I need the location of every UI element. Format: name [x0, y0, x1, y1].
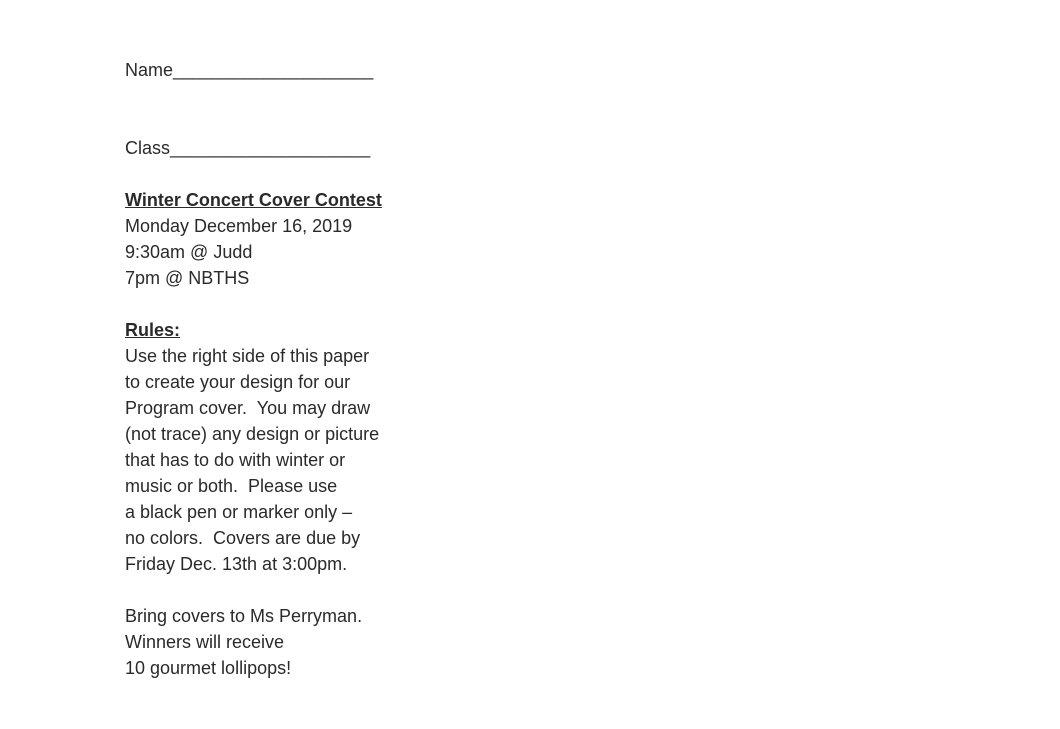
rules-line: Friday Dec. 13th at 3:00pm.: [125, 554, 348, 574]
spacer: [125, 291, 445, 317]
closing-line: Winners will receive: [125, 632, 285, 652]
closing-line: Bring covers to Ms Perryman.: [125, 606, 363, 626]
rules-line: (not trace) any design or picture: [125, 424, 380, 444]
rules-line: no colors. Covers are due by: [125, 528, 361, 548]
event-time-nbths: 7pm @ NBTHS: [125, 268, 250, 288]
rules-line: music or both. Please use: [125, 476, 338, 496]
closing-line: 10 gourmet lollipops!: [125, 658, 292, 678]
rules-line: Program cover. You may draw: [125, 398, 371, 418]
spacer: [125, 577, 445, 603]
rules-line: Use the right side of this paper: [125, 346, 370, 366]
spacer: [125, 83, 445, 135]
rules-line: to create your design for our: [125, 372, 351, 392]
rules-line: that has to do with winter or: [125, 450, 346, 470]
class-field: Class____________________: [125, 138, 371, 158]
contest-title: Winter Concert Cover Contest: [125, 190, 382, 210]
rules-heading: Rules:: [125, 320, 181, 340]
event-time-judd: 9:30am @ Judd: [125, 242, 253, 262]
rules-line: a black pen or marker only –: [125, 502, 353, 522]
event-date: Monday December 16, 2019: [125, 216, 353, 236]
name-field: Name____________________: [125, 60, 374, 80]
spacer: [125, 161, 445, 187]
flyer-text-column: [125, 57, 445, 681]
